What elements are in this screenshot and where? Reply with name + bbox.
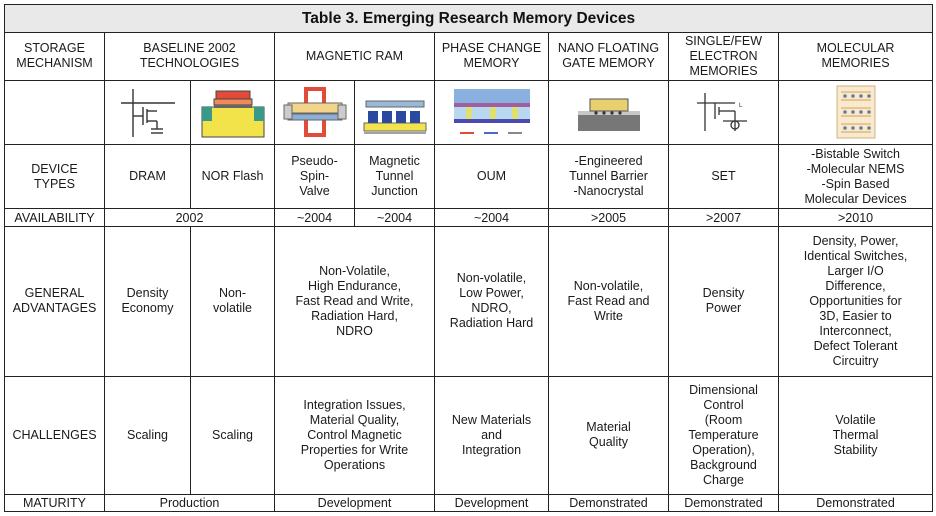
header-storage-mechanism: STORAGE MECHANISM	[5, 32, 105, 80]
challenges-molecular: Volatile Thermal Stability	[779, 377, 933, 495]
row-label-maturity: MATURITY	[5, 494, 105, 511]
svg-text:L: L	[738, 103, 742, 110]
memory-devices-table	[4, 4, 933, 512]
advantages-phase-change: Non-volatile, Low Power, NDRO, Radiation Hard	[435, 226, 549, 376]
availability-mtj: ~2004	[355, 209, 435, 226]
header-single-electron: SINGLE/FEW ELECTRON MEMORIES	[669, 32, 779, 80]
set-circuit-icon	[669, 80, 779, 144]
maturity-single-electron: Demonstrated	[669, 494, 779, 511]
device-type-molecular: -Bistable Switch -Molecular NEMS -Spin Based Molecular Devices	[779, 145, 933, 209]
device-type-oum: OUM	[435, 145, 549, 209]
challenges-dram: Scaling	[105, 377, 191, 495]
challenges-single-electron: Dimensional Control (Room Temperature Operation), Background Charge	[669, 377, 779, 495]
maturity-phase-change: Development	[435, 494, 549, 511]
header-baseline: BASELINE 2002 TECHNOLOGIES	[105, 32, 275, 80]
device-type-pseudo-spin-valve: Pseudo- Spin- Valve	[275, 145, 355, 209]
advantages-single-electron: Density Power	[669, 226, 779, 376]
nor-flash-cell-icon	[191, 80, 275, 144]
row-label-device-types: DEVICE TYPES	[5, 145, 105, 209]
advantages-molecular: Density, Power, Identical Switches, Larger I/O Difference, Opportunities for 3D, Easier to Interconnect, Defect Tolerant Circuitry	[779, 226, 933, 376]
device-type-set: SET	[669, 145, 779, 209]
header-magnetic-ram: MAGNETIC RAM	[275, 32, 435, 80]
advantages-magnetic: Non-Volatile, High Endurance, Fast Read and Write, Radiation Hard, NDRO	[275, 226, 435, 376]
dram-circuit-icon	[105, 80, 191, 144]
availability-nano: >2005	[549, 209, 669, 226]
row-label-challenges: CHALLENGES	[5, 377, 105, 495]
advantages-nor: Non- volatile	[191, 226, 275, 376]
image-row-blank	[5, 80, 105, 144]
phase-change-cell-icon	[435, 80, 549, 144]
maturity-nano: Demonstrated	[549, 494, 669, 511]
device-type-mtj: Magnetic Tunnel Junction	[355, 145, 435, 209]
availability-phase-change: ~2004	[435, 209, 549, 226]
maturity-baseline: Production	[105, 494, 275, 511]
memory-devices-table-wrapper	[4, 4, 932, 512]
maturity-molecular: Demonstrated	[779, 494, 933, 511]
row-label-general-advantages: GENERAL ADVANTAGES	[5, 226, 105, 376]
device-type-dram: DRAM	[105, 145, 191, 209]
pseudo-spin-valve-icon	[275, 80, 355, 144]
maturity-magnetic: Development	[275, 494, 435, 511]
header-molecular: MOLECULAR MEMORIES	[779, 32, 933, 80]
nano-floating-gate-icon	[549, 80, 669, 144]
availability-single-electron: >2007	[669, 209, 779, 226]
magnetic-tunnel-junction-icon	[355, 80, 435, 144]
header-nano-floating-gate: NANO FLOATING GATE MEMORY	[549, 32, 669, 80]
availability-pseudo-spin-valve: ~2004	[275, 209, 355, 226]
device-type-nano: -Engineered Tunnel Barrier -Nanocrystal	[549, 145, 669, 209]
device-type-nor-flash: NOR Flash	[191, 145, 275, 209]
row-label-availability: AVAILABILITY	[5, 209, 105, 226]
advantages-dram: Density Economy	[105, 226, 191, 376]
molecular-array-icon	[779, 80, 933, 144]
availability-baseline: 2002	[105, 209, 275, 226]
challenges-nano: Material Quality	[549, 377, 669, 495]
availability-molecular: >2010	[779, 209, 933, 226]
challenges-magnetic: Integration Issues, Material Quality, Control Magnetic Properties for Write Operations	[275, 377, 435, 495]
challenges-phase-change: New Materials and Integration	[435, 377, 549, 495]
header-phase-change: PHASE CHANGE MEMORY	[435, 32, 549, 80]
challenges-nor: Scaling	[191, 377, 275, 495]
advantages-nano: Non-volatile, Fast Read and Write	[549, 226, 669, 376]
table-title: Table 3. Emerging Research Memory Devices	[5, 5, 933, 33]
